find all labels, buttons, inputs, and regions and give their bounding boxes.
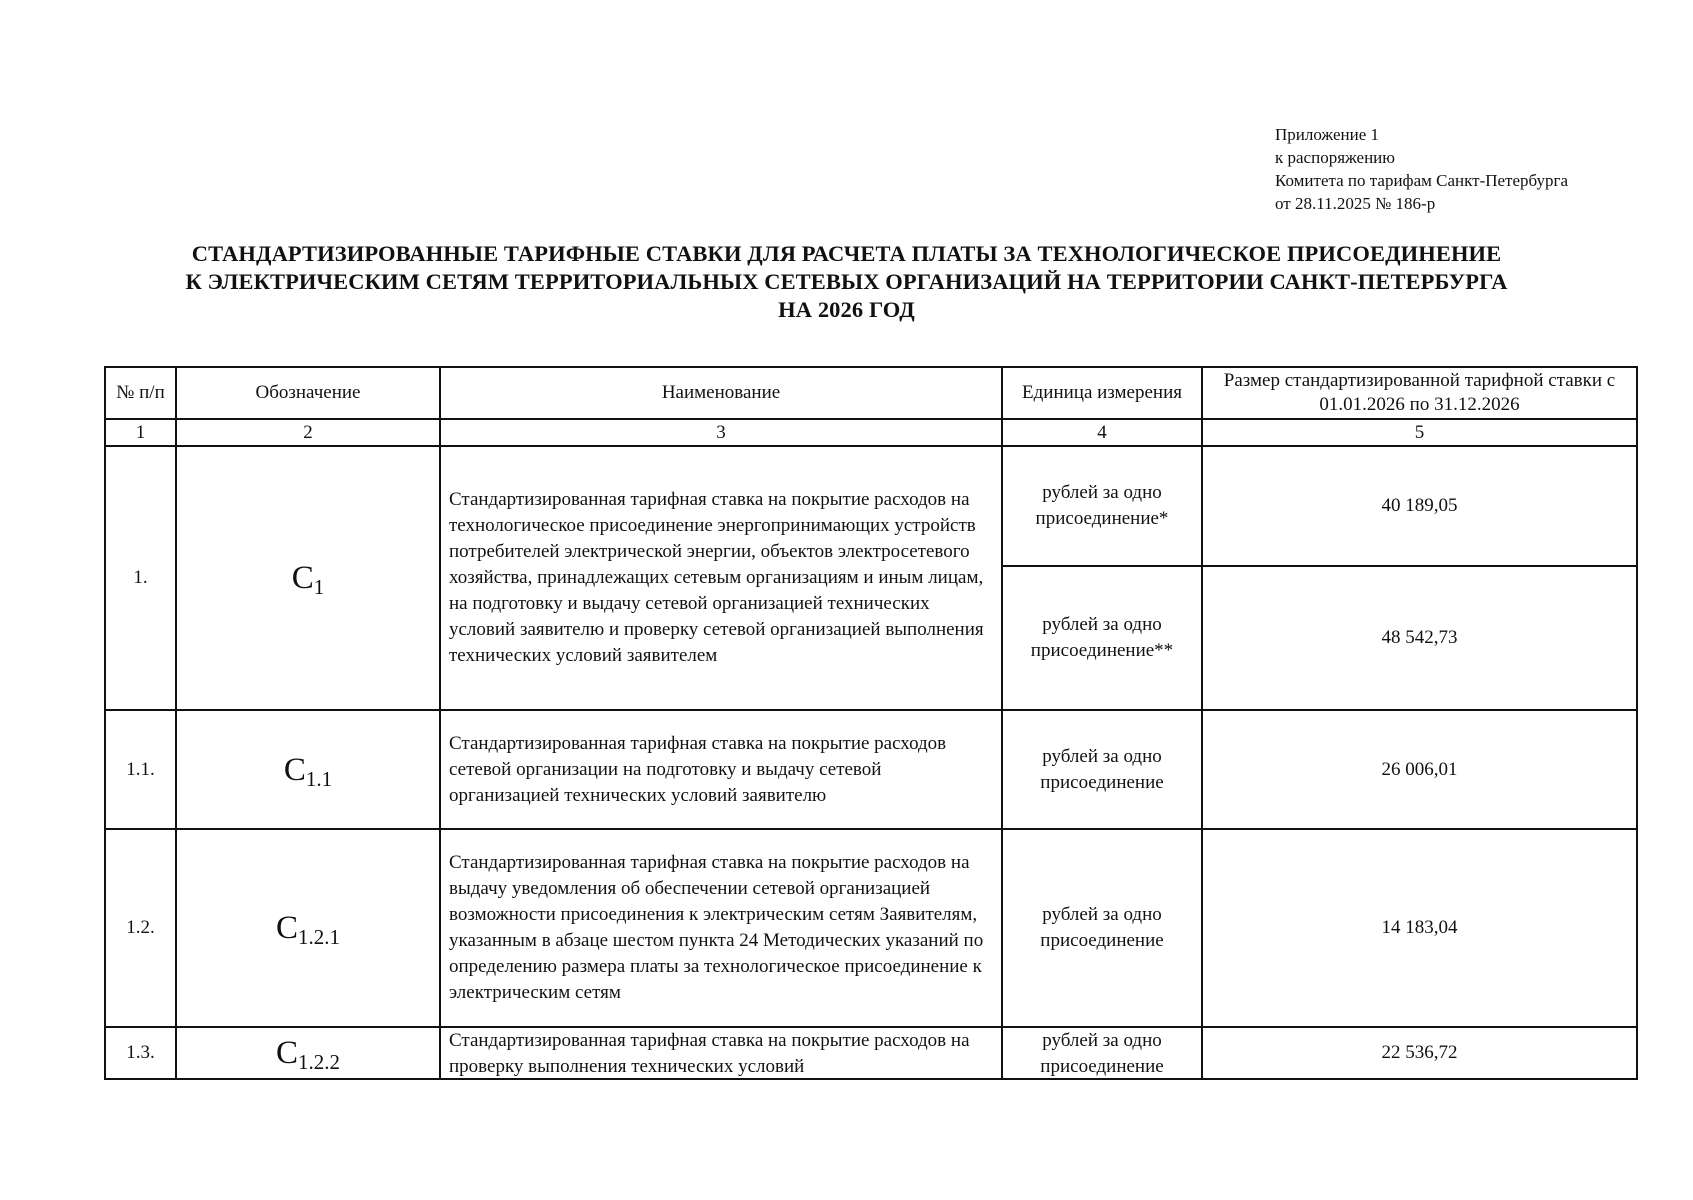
row-name: Стандартизированная тарифная ставка на покрытие расходов сетевой организации на подготовку и выдачу сетевой организацией технических условий заявителю (440, 710, 1002, 829)
table-row (105, 1027, 1637, 1079)
row-designation (176, 446, 440, 710)
designation-subscript: 1 (313, 575, 325, 599)
row-unit: рублей за одно присоединение* (1002, 446, 1202, 566)
row-value: 26 006,01 (1202, 710, 1637, 829)
column-number: 1 (105, 419, 176, 446)
header-rate: Размер стандартизированной тарифной ставки с 01.01.2026 по 31.12.2026 (1202, 367, 1637, 419)
tariff-rates-table (104, 366, 1638, 1080)
designation-base: С (291, 560, 314, 596)
column-number: 2 (176, 419, 440, 446)
table-header-row (105, 367, 1637, 419)
designation-base: С (283, 751, 306, 788)
designation-subscript: 1.2.2 (298, 1050, 340, 1074)
row-value: 48 542,73 (1202, 566, 1637, 710)
row-number: 1.2. (105, 829, 176, 1027)
column-number-row (105, 419, 1637, 446)
document-title (80, 240, 1613, 324)
row-value: 14 183,04 (1202, 829, 1637, 1027)
header-num: № п/п (105, 367, 176, 419)
row-name: Стандартизированная тарифная ставка на покрытие расходов на технологическое присоединение энергопринимающих устройств потребителей электрической энергии, объектов электросетевого хозяйства, принадлежащих сетевым организациям и иным лицам, на подготовку и выдачу сетевой организацией технических условий заявителю и проверку сетевой организацией выполнения технических условий заявителем (440, 446, 1002, 710)
row-name-cell (440, 1027, 1002, 1079)
row-number: 1.3. (105, 1027, 176, 1079)
table-row (105, 829, 1637, 1027)
title-line-2: К ЭЛЕКТРИЧЕСКИМ СЕТЯМ ТЕРРИТОРИАЛЬНЫХ СЕТЕВЫХ ОРГАНИЗАЦИЙ НА ТЕРРИТОРИИ САНКТ-ПЕТЕРБУРГА (185, 269, 1508, 294)
row-number: 1. (105, 446, 176, 710)
row-unit: рублей за одно присоединение** (1002, 566, 1202, 710)
column-number: 3 (440, 419, 1002, 446)
header-name: Наименование (440, 367, 1002, 419)
title-line-3: НА 2026 ГОД (778, 297, 915, 322)
column-number: 5 (1202, 419, 1637, 446)
row-unit-cell (1002, 1027, 1202, 1079)
designation-subscript: 1.1 (305, 766, 333, 791)
row-value: 22 536,72 (1202, 1027, 1637, 1079)
title-line-1: СТАНДАРТИЗИРОВАННЫЕ ТАРИФНЫЕ СТАВКИ ДЛЯ РАСЧЕТА ПЛАТЫ ЗА ТЕХНОЛОГИЧЕСКОЕ ПРИСОЕДИНЕНИЕ (191, 241, 1502, 266)
row-number: 1.1. (105, 710, 176, 829)
designation-subscript: 1.2.1 (298, 925, 340, 949)
appendix-line-1: Приложение 1 (1275, 125, 1379, 144)
row-name: Стандартизированная тарифная ставка на покрытие расходов на выдачу уведомления об обеспечении сетевой организацией возможности присоединения к электрическим сетям Заявителям, указанным в абзаце шестом пункта 24 Методических указаний по определению размера платы за технологическое присоединение к электрическим сетям (440, 829, 1002, 1027)
row-designation (176, 1027, 440, 1079)
appendix-reference (1275, 123, 1568, 215)
row-designation (176, 710, 440, 829)
appendix-line-4: от 28.11.2025 № 186-р (1275, 194, 1436, 213)
appendix-line-2: к распоряжению (1275, 148, 1395, 167)
row-unit: рублей за одно присоединение (1040, 1030, 1164, 1077)
designation-base: С (275, 1035, 298, 1071)
row-designation (176, 829, 440, 1027)
row-name: Стандартизированная тарифная ставка на покрытие расходов на проверку выполнения технических условий (449, 1030, 970, 1077)
table-row (105, 710, 1637, 829)
header-designation: Обозначение (176, 367, 440, 419)
column-number: 4 (1002, 419, 1202, 446)
row-unit: рублей за одно присоединение (1002, 710, 1202, 829)
row-value: 40 189,05 (1202, 446, 1637, 566)
header-unit: Единица измерения (1002, 367, 1202, 419)
designation-base: С (275, 910, 298, 946)
table-row (105, 446, 1637, 566)
appendix-line-3: Комитета по тарифам Санкт-Петербурга (1275, 171, 1569, 190)
row-unit: рублей за одно присоединение (1002, 829, 1202, 1027)
